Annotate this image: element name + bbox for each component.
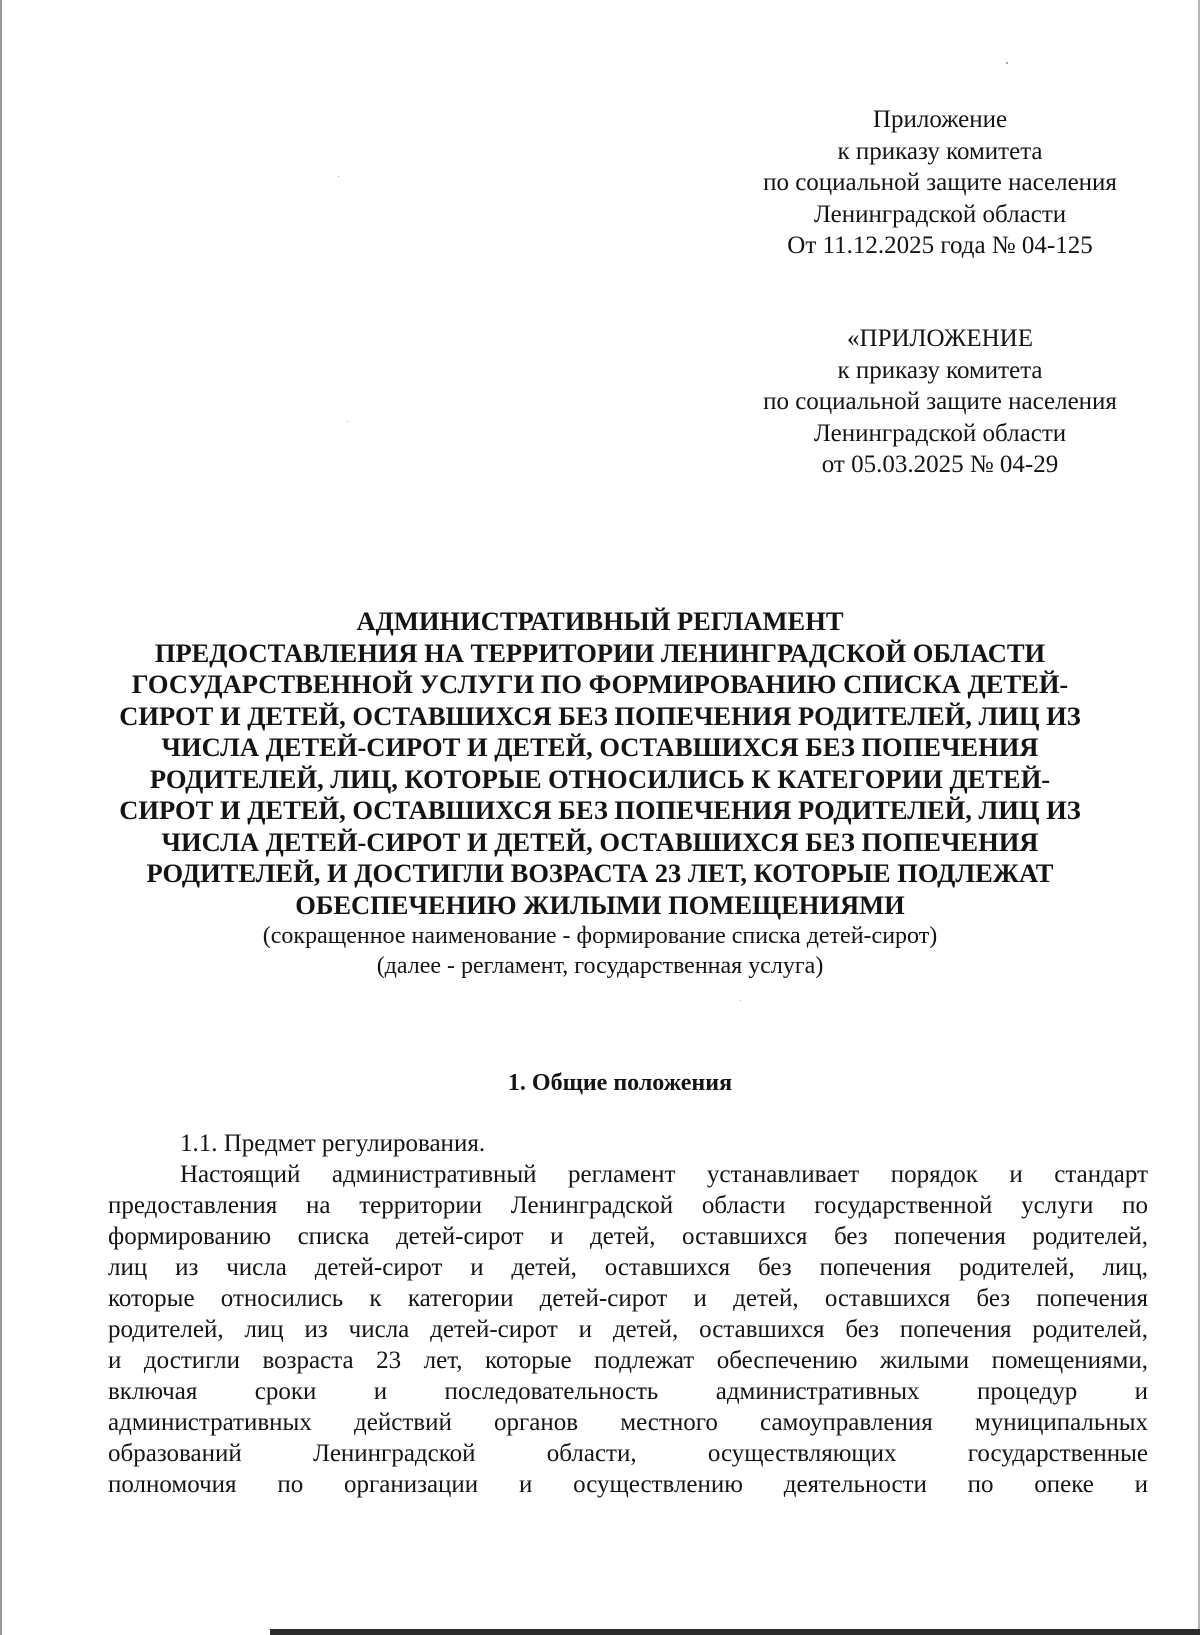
- paragraph-line: Настоящий административный регламент устанавливает порядок и стандарт: [180, 1161, 1148, 1188]
- approval-current-line: От 11.12.2025 года № 04-125: [787, 232, 1093, 259]
- title-line: РОДИТЕЛЕЙ, И ДОСТИГЛИ ВОЗРАСТА 23 ЛЕТ, КОТОРЫЕ ПОДЛЕЖАТ: [146, 858, 1054, 888]
- approval-original-line: Ленинградской области: [813, 419, 1067, 447]
- paragraph-line: формированию списка детей-сирот и детей, оставшихся без попечения родителей,: [108, 1223, 1148, 1250]
- approval-current-line: к приказу комитета: [837, 137, 1043, 165]
- approval-current-line: Ленинградской области: [813, 200, 1067, 228]
- scan-speck: [740, 1000, 741, 1001]
- paragraph-line: родителей, лиц из числа детей-сирот и детей, оставшихся без попечения родителей,: [108, 1316, 1148, 1343]
- scan-bottom-edge: [270, 1629, 1200, 1635]
- paragraph-line: и достигли возраста 23 лет, которые подлежат обеспечению жилыми помещениями,: [108, 1347, 1148, 1374]
- title-line: РОДИТЕЛЕЙ, ЛИЦ, КОТОРЫЕ ОТНОСИЛИСЬ К КАТЕГОРИИ ДЕТЕЙ-: [149, 763, 1051, 794]
- section-body: [108, 1128, 1148, 1500]
- title-line: СИРОТ И ДЕТЕЙ, ОСТАВШИХСЯ БЕЗ ПОПЕЧЕНИЯ РОДИТЕЛЕЙ, ЛИЦ ИЗ: [119, 795, 1081, 825]
- title-line: ОБЕСПЕЧЕНИЮ ЖИЛЫМИ ПОМЕЩЕНИЯМИ: [295, 889, 905, 920]
- approval-current-line: Приложение: [872, 106, 1008, 133]
- approval-block-current: [720, 104, 1160, 262]
- scan-speck: [1006, 62, 1008, 64]
- title-line: СИРОТ И ДЕТЕЙ, ОСТАВШИХСЯ БЕЗ ПОПЕЧЕНИЯ РОДИТЕЛЕЙ, ЛИЦ ИЗ: [119, 700, 1081, 731]
- page-left-edge: [0, 0, 2, 1635]
- paragraph-line: которые относились к категории детей-сирот и детей, оставшихся без попечения: [108, 1285, 1148, 1312]
- title-line: ПРЕДОСТАВЛЕНИЯ НА ТЕРРИТОРИИ ЛЕНИНГРАДСКОЙ ОБЛАСТИ: [154, 637, 1046, 668]
- scan-speck: [338, 176, 339, 177]
- paragraph-line: лиц из числа детей-сирот и детей, оставшихся без попечения родителей, лиц,: [108, 1254, 1148, 1281]
- scan-speck: [347, 421, 348, 422]
- title-hereinafter: (далее - регламент, государственная услуга): [376, 953, 824, 979]
- title-line: ЧИСЛА ДЕТЕЙ-СИРОТ И ДЕТЕЙ, ОСТАВШИХСЯ БЕЗ ПОПЕЧЕНИЯ: [161, 732, 1039, 762]
- section-heading: 1. Общие положения: [507, 1070, 733, 1096]
- document-title: [60, 606, 1140, 981]
- approval-original-line: от 05.03.2025 № 04-29: [821, 451, 1059, 478]
- paragraph-line: административных действий органов местного самоуправления муниципальных: [108, 1409, 1148, 1436]
- approval-block-original: [720, 323, 1160, 481]
- paragraph-line: образований Ленинградской области, осуществляющих государственные: [108, 1440, 1148, 1467]
- approval-current-line: по социальной защите населения: [763, 169, 1117, 196]
- title-line: ГОСУДАРСТВЕННОЙ УСЛУГИ ПО ФОРМИРОВАНИЮ СПИСКА ДЕТЕЙ-: [131, 669, 1069, 699]
- approval-original-line: по социальной защите населения: [763, 388, 1117, 415]
- paragraph-line: включая сроки и последовательность административных процедур и: [108, 1378, 1148, 1405]
- paragraph-line: предоставления на территории Ленинградской области государственной услуги по: [108, 1192, 1148, 1219]
- title-line: АДМИНИСТРАТИВНЫЙ РЕГЛАМЕНТ: [356, 606, 844, 636]
- approval-original-line: к приказу комитета: [837, 356, 1043, 384]
- title-short-name: (сокращенное наименование - формирование списка детей-сирот): [262, 923, 938, 949]
- approval-original-line: «ПРИЛОЖЕНИЕ: [847, 325, 1033, 352]
- subsection-label: 1.1. Предмет регулирования.: [180, 1130, 486, 1157]
- title-line: ЧИСЛА ДЕТЕЙ-СИРОТ И ДЕТЕЙ, ОСТАВШИХСЯ БЕЗ ПОПЕЧЕНИЯ: [161, 826, 1039, 857]
- paragraph-line: полномочия по организации и осуществлению деятельности по опеке и: [108, 1471, 1148, 1498]
